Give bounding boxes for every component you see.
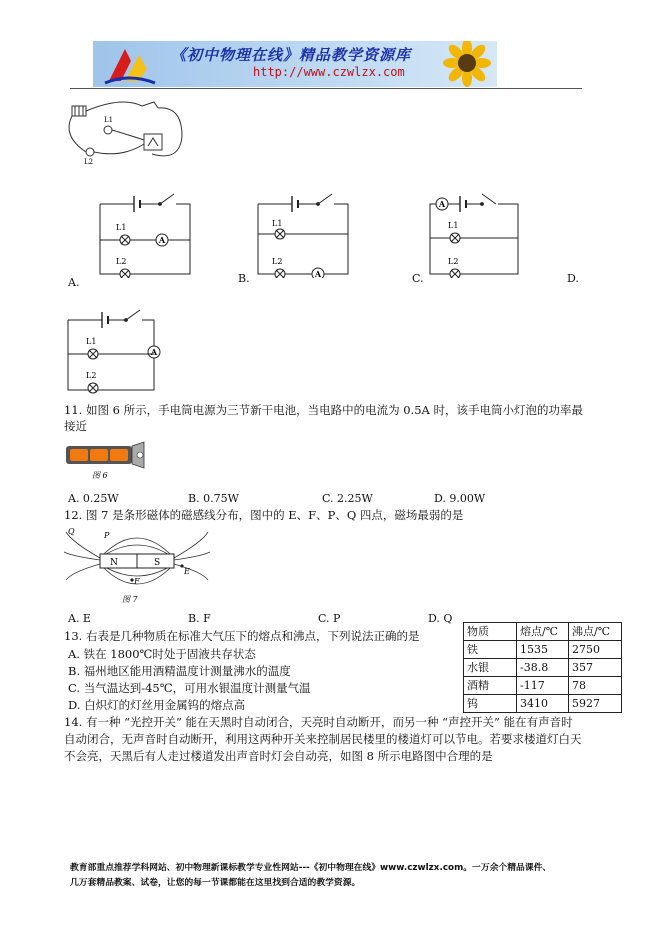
melting-boiling-table xyxy=(463,622,622,713)
header-banner xyxy=(93,41,497,87)
lamp-l1-label-d: L1 xyxy=(86,337,97,346)
q13-text: 13. 右表是几种物质在标准大气压下的熔点和沸点，下列说法正确的是 xyxy=(64,629,420,643)
q11-option-a[interactable]: A. 0.25W xyxy=(68,492,119,505)
q13-option-d[interactable]: D. 白炽灯的灯丝用金属钨的熔点高 xyxy=(68,698,246,712)
table-cell: 1535 xyxy=(517,641,569,659)
table-cell: 357 xyxy=(569,659,622,677)
ammeter-c-label: A xyxy=(438,199,446,209)
circuit-option-d xyxy=(58,302,168,398)
footer-line2: 几万套精品教案、试卷，让您的每一节课都能在这里找到合适的教学资源。 xyxy=(70,878,361,888)
magnet-s-label: S xyxy=(154,558,161,568)
figure-6-caption: 图 6 xyxy=(92,471,108,480)
table-row xyxy=(464,641,622,659)
option-b-label[interactable]: B. xyxy=(238,272,250,285)
option-d-label[interactable]: D. xyxy=(567,272,579,285)
lamp-l2-label-d: L2 xyxy=(86,371,97,380)
q11-line1: 11. 如图 6 所示，手电筒电源为三节新干电池，当电路中的电流为 0.5A 时，该手电筒小灯泡的功率最 xyxy=(64,403,583,417)
banner-url[interactable]: http://www.czwlzx.com xyxy=(253,65,405,79)
table-cell: 2750 xyxy=(569,641,622,659)
header-rule xyxy=(70,88,582,89)
q11-option-c[interactable]: C. 2.25W xyxy=(322,492,373,505)
point-f-label: F xyxy=(134,577,140,586)
table-cell: -117 xyxy=(517,677,569,695)
sketch-label-l2: L2 xyxy=(84,158,94,166)
table-header-cell: 物质 xyxy=(464,623,517,641)
page-footer xyxy=(70,861,600,891)
q14-line1: 14. 有一种 “光控开关” 能在天黑时自动闭合，天亮时自动断开，而另一种 “声控开关” 能在有声音时 xyxy=(64,715,573,729)
table-cell: 78 xyxy=(569,677,622,695)
lamp-l2-label-a: L2 xyxy=(116,257,127,266)
q12-option-a[interactable]: A. E xyxy=(68,612,91,625)
magnet-field-figure xyxy=(62,522,212,608)
table-cell: 酒精 xyxy=(464,677,517,695)
option-a-label[interactable]: A. xyxy=(68,276,80,289)
circuit-sketch-figure xyxy=(62,96,190,168)
table-cell: -38.8 xyxy=(517,659,569,677)
ammeter-a-label: A xyxy=(158,235,166,245)
footer-line1: 教育部重点推荐学科网站、初中物理新课标教学专业性网站---《初中物理在线》www.czwlzx.com。一万余个精品课件、 xyxy=(70,863,552,873)
q12-option-d[interactable]: D. Q xyxy=(428,612,453,625)
banner-title: 《初中物理在线》精品教学资源库 xyxy=(171,46,412,64)
lamp-l1-label-b: L1 xyxy=(272,219,283,228)
lamp-l1-label-a: L1 xyxy=(116,223,127,232)
figure-7-caption: 图 7 xyxy=(122,595,138,604)
q11-option-b[interactable]: B. 0.75W xyxy=(188,492,239,505)
table-cell: 水银 xyxy=(464,659,517,677)
point-p-label: P xyxy=(104,531,110,540)
q14-line2: 自动闭合，无声音时自动断开，利用这两种开关来控制居民楼里的楼道灯可以节电。若要求楼道灯白天 xyxy=(64,732,582,746)
q12-text: 12. 图 7 是条形磁体的磁感线分布，图中的 E、F、P、Q 四点，磁场最弱的是 xyxy=(64,508,464,522)
table-cell: 钨 xyxy=(464,695,517,713)
q13-option-b[interactable]: B. 福州地区能用酒精温度计测量沸水的温度 xyxy=(68,664,291,678)
option-c-label[interactable]: C. xyxy=(412,272,424,285)
q11-option-d[interactable]: D. 9.00W xyxy=(434,492,486,505)
table-header-row xyxy=(464,623,622,641)
table-cell: 5927 xyxy=(569,695,622,713)
point-q-label: Q xyxy=(68,527,75,536)
point-e-label: E xyxy=(184,567,190,576)
ammeter-b-label: A xyxy=(314,269,322,278)
q11-line2: 接近 xyxy=(64,419,87,433)
magnet-n-label: N xyxy=(110,558,118,568)
table-cell: 铁 xyxy=(464,641,517,659)
q13-option-c[interactable]: C. 当气温达到-45℃，可用水银温度计测量气温 xyxy=(68,681,311,695)
sunflower-icon xyxy=(437,41,497,87)
site-logo-icon xyxy=(99,43,159,85)
table-cell: 3410 xyxy=(517,695,569,713)
lamp-l2-label-b: L2 xyxy=(272,257,283,266)
q14-line3: 不会亮，天黑后有人走过楼道发出声音时灯会自动亮，如图 8 所示电路图中合理的是 xyxy=(64,749,493,763)
q12-option-c[interactable]: C. P xyxy=(318,612,341,625)
circuit-option-b xyxy=(250,186,358,278)
table-header-cell: 熔点/℃ xyxy=(517,623,569,641)
lamp-l1-label-c: L1 xyxy=(448,221,459,230)
lamp-l2-label-c: L2 xyxy=(448,257,459,266)
ammeter-d-label: A xyxy=(150,347,158,357)
q13-option-a[interactable]: A. 铁在 1800℃时处于固液共存状态 xyxy=(68,647,256,661)
table-row xyxy=(464,695,622,713)
table-row xyxy=(464,659,622,677)
sketch-label-l1: L1 xyxy=(104,116,114,124)
table-header-cell: 沸点/℃ xyxy=(569,623,622,641)
q12-option-b[interactable]: B. F xyxy=(188,612,211,625)
table-row xyxy=(464,677,622,695)
circuit-option-c xyxy=(420,186,528,278)
flashlight-figure xyxy=(64,440,154,480)
circuit-option-a xyxy=(90,186,198,278)
